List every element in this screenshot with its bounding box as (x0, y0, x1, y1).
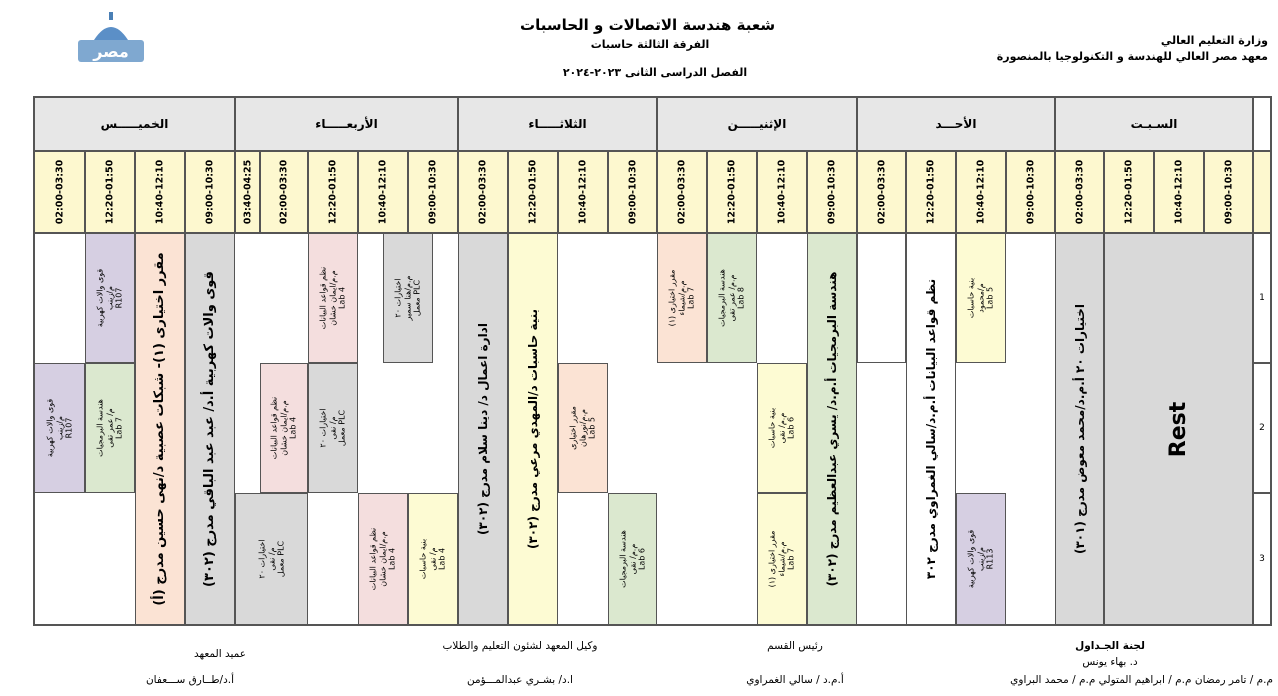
course-block: مقرر اختيارى (١)- شبكات عصبية د/نهى حسين مدرج (أ) (135, 233, 185, 625)
time-slot: 10:40-12:10 (358, 151, 408, 233)
time-slot: 12:20-01:50 (1104, 151, 1154, 233)
page-title: شعبة هندسة الاتصالات و الحاسبات (520, 16, 776, 34)
course-block: مقرر اختيارى م.م/نورهان Lab 5 (558, 363, 608, 493)
course-block: قوى والات كهربية أ.د/ عبد عبد الباقي مدرج (٣٠٢) (185, 233, 235, 625)
day-sunday: الأحـــد (857, 97, 1055, 151)
course-block: هندسة البرمجيات م.م/ نقى Lab 6 (608, 493, 657, 625)
time-slot: 12:20-01:50 (906, 151, 956, 233)
dean-name: أ.د/طــارق ســـعفان (145, 674, 235, 686)
day-thursday: الخميـــــس (34, 97, 235, 151)
course-block: قوى والات كهربية م/زينب R107 (34, 363, 85, 493)
row-number: 1 (1253, 233, 1271, 363)
time-corner (1253, 151, 1271, 233)
time-slot: 09:00-10:30 (1204, 151, 1253, 233)
timetable (33, 96, 1272, 626)
time-slot: 09:00-10:30 (1006, 151, 1055, 233)
day-tuesday: الثلاثـــــاء (458, 97, 657, 151)
course-block: مقرر اختيارى (١) م.م/شيماء Lab 7 (757, 493, 807, 625)
empty-cell (857, 233, 906, 363)
time-slot: 09:00-10:30 (408, 151, 458, 233)
time-slot: 10:40-12:10 (1154, 151, 1204, 233)
vice-dean-title: وكيل المعهد لشئون التعليم والطلاب (442, 640, 598, 652)
course-block: نظم قواعد البيانات أ.م.د/سالي الغمراوي مدرج ٣٠٢ (906, 233, 956, 625)
committee-title: لجنة الجـداول (1075, 640, 1145, 652)
course-block: نظم قواعد البيانات م.م/ايمان خشان Lab 4 (358, 493, 408, 625)
time-slot: 10:40-12:10 (558, 151, 608, 233)
course-block: اختيارات ٢٠ م/ نقى معمل PLC (235, 493, 308, 625)
time-slot: 02:00-03:30 (657, 151, 707, 233)
time-slot: 02:00-03:30 (1055, 151, 1104, 233)
course-block: اختيارات ٢٠ م.م/هنا سمير معمل PLC (383, 233, 433, 363)
course-block: بنية حاسبات م/ نقى Lab 4 (408, 493, 458, 625)
time-slot: 02:00-03:30 (34, 151, 85, 233)
course-block: اختيارات ٢٠ أ.م.د/محمد معوض مدرج (٣٠١) (1055, 233, 1104, 625)
time-slot: 09:00-10:30 (807, 151, 857, 233)
course-block: نظم قواعد البيانات م.م/ايمان خشان Lab 4 (260, 363, 308, 493)
course-block: هندسة البرمجيات م/ عمر تقى Lab 7 (85, 363, 135, 493)
dept-head-title: رئيس القسم (767, 640, 823, 652)
time-slot: 10:40-12:10 (135, 151, 185, 233)
time-slot: 02:00-03:30 (857, 151, 906, 233)
institute-label: معهد مصر العالي للهندسة و التكنولوجيا بالمنصورة (996, 50, 1268, 63)
time-slot: 10:40-12:10 (956, 151, 1006, 233)
page-subtitle: الفرقة الثالثة حاسبات (590, 38, 710, 51)
course-block: بنية حاسبات م.م/ نقى Lab 6 (757, 363, 807, 493)
dept-head-name: أ.م.د / سالي الغمراوي (746, 674, 844, 686)
day-monday: الإثنيـــــن (657, 97, 857, 151)
course-block: مقرر اختيارى (١) م.م/شيماء Lab 7 (657, 233, 707, 363)
ministry-label: وزارة التعليم العالي (1160, 34, 1268, 47)
course-block: هندسة البرمجيات أ.م.د/ يسري عبدالعظيم مدرج (٣٠٢) (807, 233, 857, 625)
rest-block: Rest (1104, 233, 1253, 625)
committee-head: د. بهاء يونس (1082, 656, 1138, 668)
vice-dean-name: ا.د/ بشـري عبدالمـــؤمن (467, 674, 573, 686)
day-saturday: السـبـت (1055, 97, 1253, 151)
row-number: 3 (1253, 493, 1271, 625)
time-slot: 12:20-01:50 (707, 151, 757, 233)
course-block: هندسة البرمجيات م.م/ عمر تقى Lab 8 (707, 233, 757, 363)
course-block: قوى والات كهربية م/زينب R107 (85, 233, 135, 363)
course-block: قوى والات كهربية م/زينب R113 (956, 493, 1006, 625)
course-block: ادارة اعمال د/ دينا سلام مدرج (٣٠٢) (458, 233, 508, 625)
time-slot: 02:00-03:30 (458, 151, 508, 233)
time-slot: 09:00-10:30 (608, 151, 657, 233)
time-slot: 12:20-01:50 (85, 151, 135, 233)
logo-text: مصر (93, 42, 129, 61)
term-label: الفصل الدراسى الثانى ٢٠٢٣-٢٠٢٤ (562, 66, 748, 79)
course-block: نظم قواعد البيانات م.م/ايمان خشان Lab 4 (308, 233, 358, 363)
time-slot: 02:00-03:30 (260, 151, 308, 233)
day-wednesday: الأربعـــــاء (235, 97, 458, 151)
corner-cell (1253, 97, 1271, 151)
time-slot: 10:40-12:10 (757, 151, 807, 233)
row-number: 2 (1253, 363, 1271, 493)
time-slot: 09:00-10:30 (185, 151, 235, 233)
dean-title: عميد المعهد (194, 648, 246, 660)
committee-members: م.م / تامر رمضان م.م / ابراهيم المتولي م.م / محمد البراوي (1010, 674, 1273, 686)
institute-logo (72, 10, 150, 72)
course-block: اختيارات ٢٠ م/ نقى معمل PLC (308, 363, 358, 493)
course-block: بنية حاسبات د/المهدي مرعي مدرج (٣٠٢) (508, 233, 558, 625)
time-slot: 12:20-01:50 (308, 151, 358, 233)
time-slot: 03:40-04:25 (235, 151, 260, 233)
course-block: بنية حاسبات م/محمود Lab 5 (956, 233, 1006, 363)
time-slot: 12:20-01:50 (508, 151, 558, 233)
